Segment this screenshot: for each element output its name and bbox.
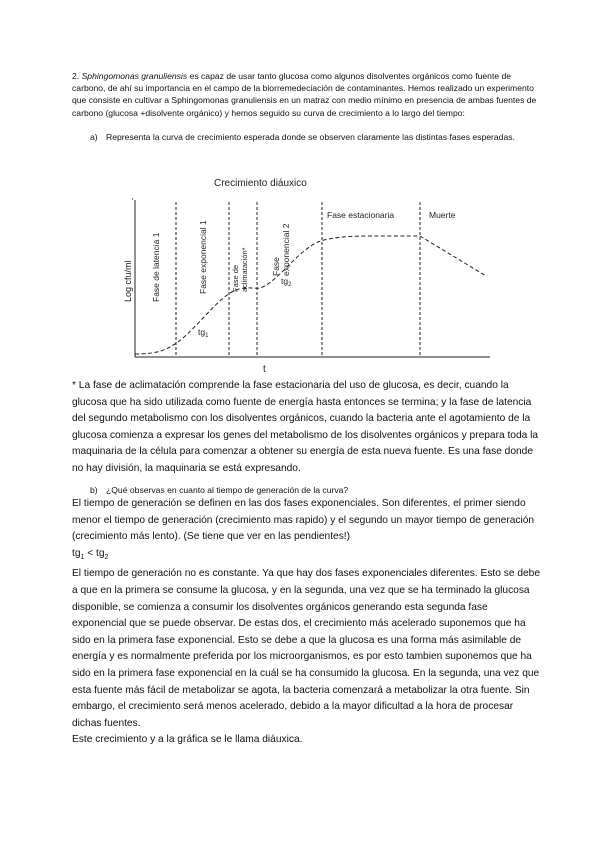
y-axis-label: Log cfu/ml	[123, 260, 133, 302]
phase-exp-2-label-line1: Fase	[271, 257, 281, 276]
phase-exp-1-label: Fase exponencial 1	[198, 220, 208, 294]
phase-acc-label-line1: Fase de	[231, 264, 240, 292]
phase-death-label: Muerte	[429, 210, 456, 220]
question-a	[90, 131, 540, 143]
question-b-text: ¿Qué observas en cuanto al tiempo de generación de la curva?	[106, 485, 349, 495]
answer-paragraph-2: El tiempo de generación no es constante. Ya que hay dos fases exponenciales diferentes. Esto se debe a que en la primera se consume la glucosa, y en la segunda, una vez que se ha terminado la glucosa disponible, se comienza a consumir los disolventes orgánicos generando esta segunda fase exponencial que se puede observar. De estas dos, el crecimiento más acelerado suponemos que ha sido en la primera fase exponencial. Esto se debe a que la glucosa es una forma más asimilable de energía y es normalmente preferida por los microorganismos, es por esto tambien suponemos que ha sido en la primera fase exponencial en la cuál se ha consumido la glucosa. En la segunda, una vez que esta fuente más fácil de metabolizar se agota, la bacteria comenzará a metabolizar la otra fuente. Sin embargo, el crecimiento será menos acelerado, debido a la mayor dificultad a la hora de procesar dichas fuentes.	[72, 568, 540, 729]
question-a-text: Representa la curva de crecimiento esperada donde se observen claramente las distintas fases esperadas.	[106, 132, 515, 142]
growth-curve-svg	[118, 172, 498, 377]
growth-curve	[135, 236, 486, 354]
figure-title: Crecimiento diáuxico	[214, 178, 307, 189]
species-name: Sphingomonas granuliensis	[81, 71, 188, 81]
final-statement: Este crecimiento y a la gráfica se le llama diáuxica.	[72, 734, 303, 745]
generation-time-inequality: $tg_1 < tg_2$	[72, 547, 109, 561]
y-axis-marker: '	[132, 197, 134, 206]
phase-acc-label-line2: aclimatación*	[240, 247, 249, 292]
question-a-label: a)	[90, 132, 98, 142]
x-axis-label: t	[263, 364, 266, 375]
answer-paragraph-1: El tiempo de generación se definen en las dos fases exponenciales. Son diferentes, el primer siendo menor el tiempo de generación (crecimiento mas rapido) y el segundo un mayor tiempo de generación (crecimiento más lento). (Se tiene que ver en las pendientes!)	[72, 498, 535, 543]
answer-b	[72, 496, 542, 732]
phase-stationary-label: Fase estacionaria	[327, 210, 395, 220]
question-b	[90, 484, 540, 496]
acclimation-footnote: * La fase de aclimatación comprende la fase estacionaria del uso de glucosa, es decir, cuando la glucosa que ha sido utilizada como fuente de energía hasta entonces se termina; y la fase de latencia del segundo metabolismo con los disolventes orgánicos, cuando la bacteria ante el agotamiento de la glucosa comienza a expresar los genes del metabolismo de los disolventes orgánicos y prepara toda la maquinaria de la célula para comenzar a obtener su energía de esta nueva fuente. Es una fase donde no hay división, la maquinaria se está expresando.	[72, 380, 539, 474]
problem-intro	[72, 70, 542, 119]
tg2-label: $tg_2$	[281, 276, 292, 288]
problem-number: 2.	[72, 71, 80, 81]
question-b-label: b)	[90, 485, 98, 495]
tg1-label: $tg_1$	[198, 327, 209, 339]
growth-curve-figure	[118, 172, 498, 382]
intro-text: es capaz de usar tanto glucosa como algunos disolventes orgánicos como fuente de carbono, de ahí su importancia en el campo de la biorremedeciación de contaminantes. Hemos realizado un experimento que consiste en cultivar a Sphingomonas granuliensis en un matraz con medio mínimo en presencia de ambas fuentes de carbono (glucosa +disolvente orgánico) y hemos seguido su curva de crecimiento a lo largo del tiempo:	[72, 71, 537, 118]
phase-exp-2-label-line2: exponencial 2	[281, 223, 291, 276]
phase-lag-1-label: Fase de latencia 1	[151, 232, 161, 302]
